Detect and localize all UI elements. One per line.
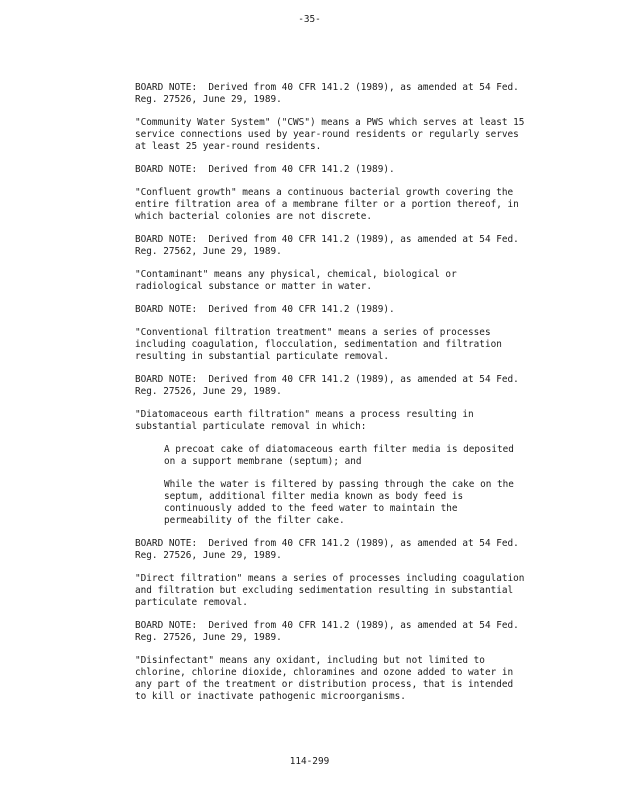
board-note: BOARD NOTE: Derived from 40 CFR 141.2 (1989), as amended at 54 Fed. Reg. 27562, June 29, 1989. xyxy=(135,234,519,257)
document-body xyxy=(135,82,550,714)
definition-paragraph: "Community Water System" ("CWS") means a PWS which serves at least 15 service connections used by year-round residents or regularly serves at least 25 year-round residents. xyxy=(135,117,525,152)
definition-paragraph: "Contaminant" means any physical, chemical, biological or radiological substance or matter in water. xyxy=(135,269,457,292)
board-note: BOARD NOTE: Derived from 40 CFR 141.2 (1989), as amended at 54 Fed. Reg. 27526, June 29, 1989. xyxy=(135,538,519,561)
board-note: BOARD NOTE: Derived from 40 CFR 141.2 (1989). xyxy=(135,164,395,175)
list-item: A precoat cake of diatomaceous earth filter media is deposited on a support membrane (septum); and xyxy=(164,444,514,467)
definition-paragraph: "Conventional filtration treatment" means a series of processes including coagulation, flocculation, sedimentation and filtration resulting in substantial particulate removal. xyxy=(135,327,502,362)
definition-paragraph: "Diatomaceous earth filtration" means a process resulting in substantial particulate removal in which: xyxy=(135,409,474,432)
page-number: -35- xyxy=(298,14,321,25)
board-note: BOARD NOTE: Derived from 40 CFR 141.2 (1989), as amended at 54 Fed. Reg. 27526, June 29, 1989. xyxy=(135,620,519,643)
definition-paragraph: "Direct filtration" means a series of processes including coagulation and filtration but excluding sedimentation resulting in substantial particulate removal. xyxy=(135,573,525,608)
definition-paragraph: "Confluent growth" means a continuous bacterial growth covering the entire filtration area of a membrane filter or a portion thereof, in which bacterial colonies are not discrete. xyxy=(135,187,519,222)
page-footer: 114-299 xyxy=(289,756,330,767)
definition-paragraph: "Disinfectant" means any oxidant, including but not limited to chlorine, chlorine dioxide, chloramines and ozone added to water in any part of the treatment or distribution process, that is intended to kill or inactivate pathogenic microorganisms. xyxy=(135,655,514,702)
board-note: BOARD NOTE: Derived from 40 CFR 141.2 (1989). xyxy=(135,304,395,315)
list-item: While the water is filtered by passing through the cake on the septum, additional filter media known as body feed is continuously added to the feed water to maintain the permeability of the filter cake. xyxy=(164,479,514,526)
board-note: BOARD NOTE: Derived from 40 CFR 141.2 (1989), as amended at 54 Fed. Reg. 27526, June 29, 1989. xyxy=(135,374,519,397)
board-note: BOARD NOTE: Derived from 40 CFR 141.2 (1989), as amended at 54 Fed. Reg. 27526, June 29, 1989. xyxy=(135,82,519,105)
